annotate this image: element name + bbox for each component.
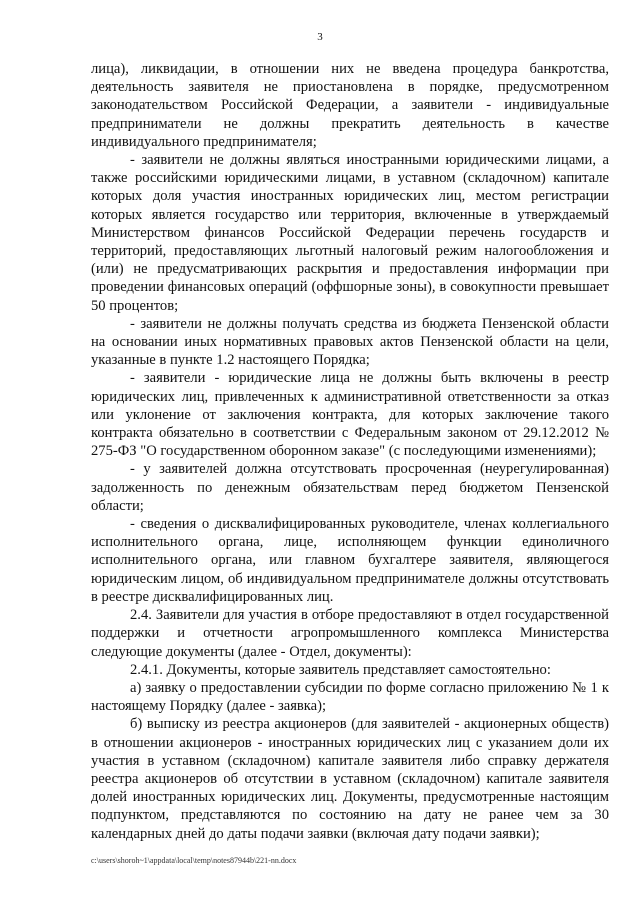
paragraph-foreign-entities: - заявители не должны являться иностранными юридическими лицами, а также российскими юридическими лицами, в уставном (складочном) капитале которых доля участия иностранных юридических лиц, местом регистрации которых является государство или территория, включенные в утверждаемый Министерством финансов Российской Федерации перечень государств и территорий, предоставляющих льготный налоговый режим налогообложения и (или) не предусматривающих раскрытия и предоставления информации при проведении финансовых операций (оффшорные зоны), в совокупности превышает 50 процентов; xyxy=(91,152,609,314)
paragraph-continuation: лица), ликвидации, в отношении них не введена процедура банкротства, деятельность заявителя не приостановлена в порядке, предусмотренном законодательством Российской Федерации, а заявители - индивидуальные предприниматели не должны прекратить деятельность в качестве индивидуального предпринимателя; xyxy=(91,61,609,150)
page-number: 3 xyxy=(317,31,323,43)
paragraph-budget-funds: - заявители не должны получать средства из бюджета Пензенской области на основании иных нормативных правовых актов Пензенской области на цели, указанные в пункте 1.2 настоящего Порядка; xyxy=(91,315,609,369)
paragraph-item-b: б) выписку из реестра акционеров (для заявителей - акционерных обществ) в отношении акционеров - иностранных юридических лиц с указанием доли их участия в уставном (складочном) капитале заявителя либо справку держателя реестра акционеров об отсутствии в уставном (складочном) капитале заявителя долей иностранных юридических лиц. Документы, предусмотренные настоящим подпунктом, представляются по состоянию на дату не ранее чем за 30 календарных дней до даты подачи заявки (включая дату подачи заявки); xyxy=(91,716,609,842)
paragraph-item-a: а) заявку о предоставлении субсидии по форме согласно приложению № 1 к настоящему Порядку (далее - заявка); xyxy=(91,679,609,715)
paragraph-2-4-1: 2.4.1. Документы, которые заявитель представляет самостоятельно: xyxy=(130,661,551,678)
footer-file-path: c:\users\shoroh~1\appdata\local\temp\notes87944b\221-nn.docx xyxy=(91,856,297,865)
paragraph-registry: - заявители - юридические лица не должны быть включены в реестр юридических лиц, привлеченных к административной ответственности за отказ или уклонение от заключения контракта, для которых заключение такого контракта обязательно в соответствии с Федеральным законом от 29.12.2012 № 275-ФЗ "О государственном оборонном заказе" (с последующими изменениями); xyxy=(91,370,609,460)
paragraph-2-4: 2.4. Заявители для участия в отборе предоставляют в отдел государственной поддержки и отчетности агропромышленного комплекса Министерства следующие документы (далее - Отдел, документы): xyxy=(91,607,609,660)
paragraph-disqualified: - сведения о дисквалифицированных руководителе, членах коллегиального исполнительного органа, лице, исполняющем функции единоличного исполнительного органа, или главном бухгалтере заявителя, являющегося юридическим лицом, об индивидуальном предпринимателе должны отсутствовать в реестре дисквалифицированных лиц. xyxy=(91,516,609,605)
paragraph-debt: - у заявителей должна отсутствовать просроченная (неурегулированная) задолженность по денежным обязательствам перед бюджетом Пензенской области; xyxy=(91,461,609,514)
document-body xyxy=(91,60,609,843)
